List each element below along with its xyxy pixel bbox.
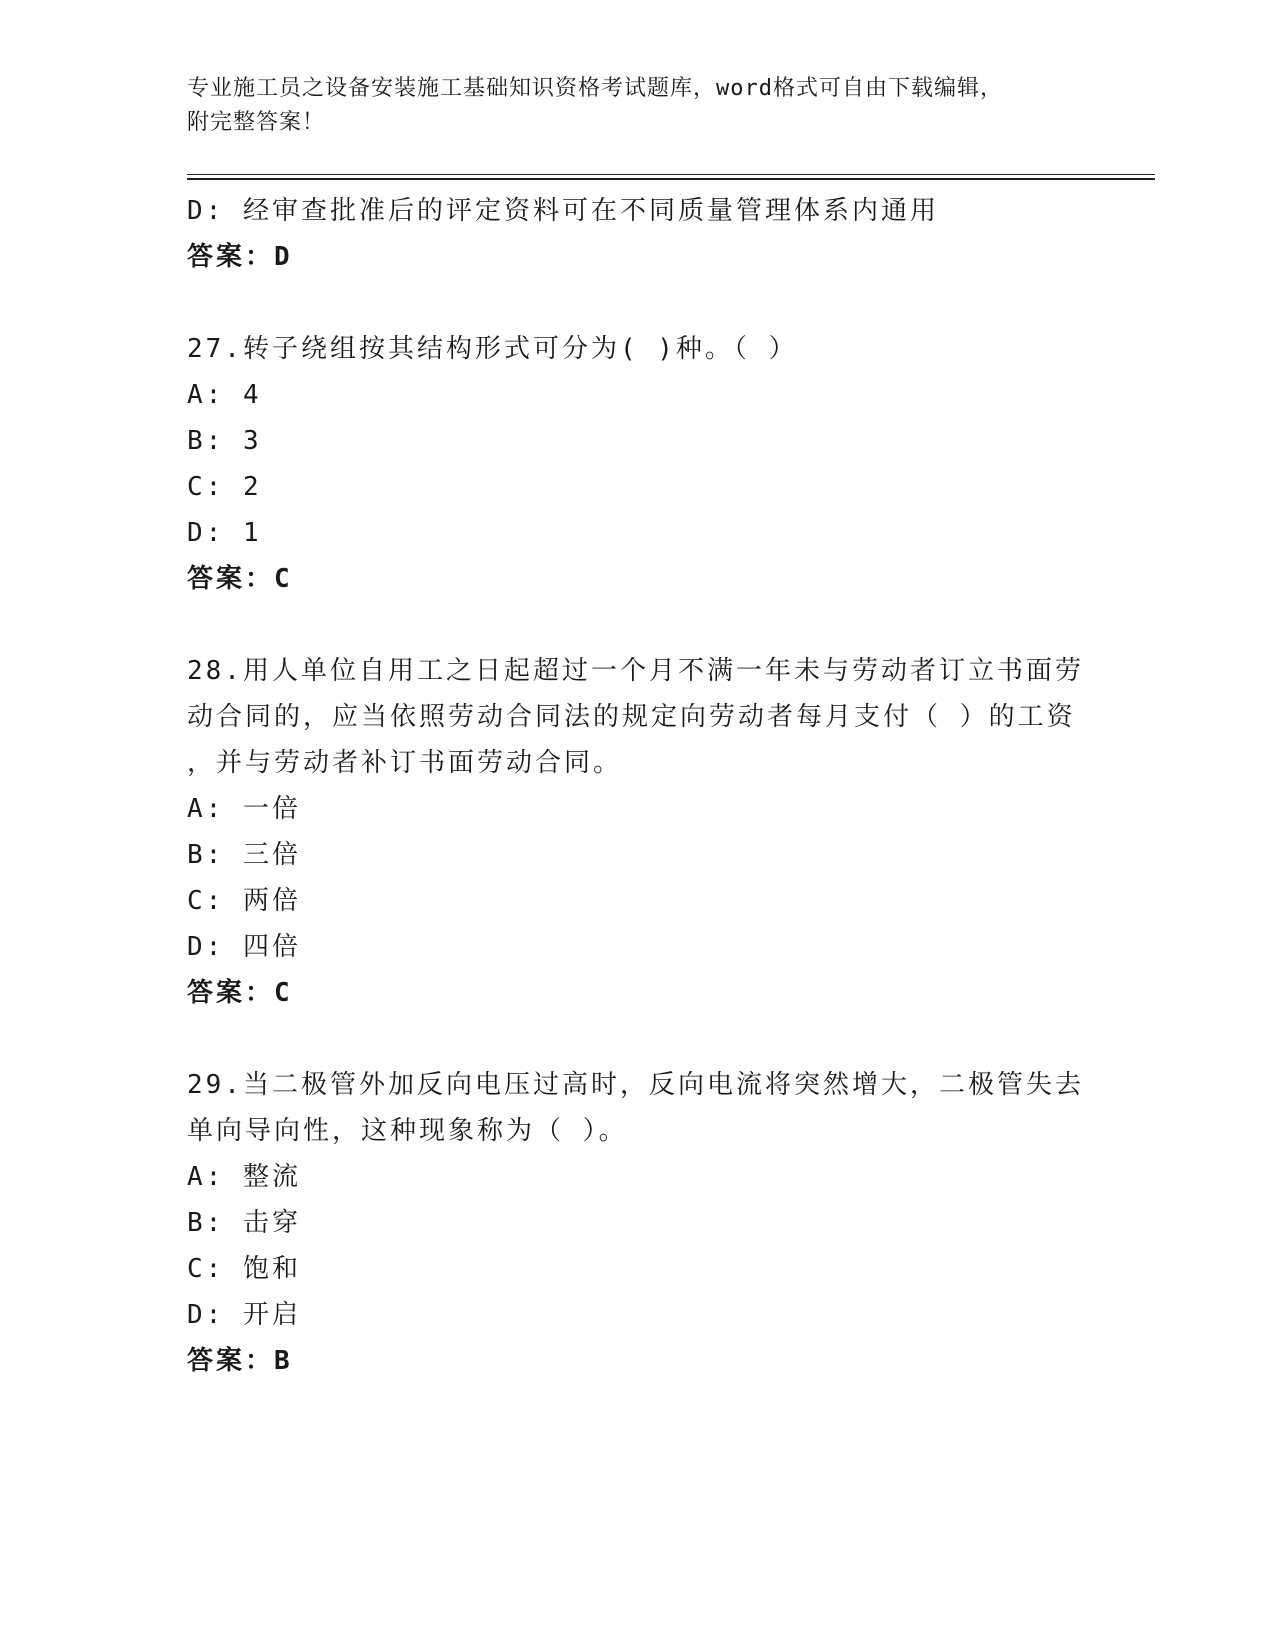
option-d: D: 开启 <box>187 1300 301 1330</box>
question-stem: 动合同的，应当依照劳动合同法的规定向劳动者每月支付（ ）的工资 <box>187 702 1076 732</box>
option-a: A: 整流 <box>187 1162 301 1192</box>
question-stem: 28.用人单位自用工之日起超过一个月不满一年未与劳动者订立书面劳 <box>187 656 1084 686</box>
answer: 答案：B <box>187 1346 293 1376</box>
header-line-1: 专业施工员之设备安装施工基础知识资格考试题库，word格式可自由下载编辑， <box>187 76 1003 101</box>
question-28 <box>187 648 1087 1016</box>
option-b: B: 3 <box>187 426 262 456</box>
carryover-answer: 答案：D <box>187 242 293 272</box>
question-stem: 单向导向性，这种现象称为（ ）。 <box>187 1116 628 1146</box>
spacer <box>187 1016 1087 1062</box>
question-27 <box>187 326 1087 602</box>
option-c: C: 两倍 <box>187 886 301 916</box>
document-header <box>187 72 1067 140</box>
question-stem: 29.当二极管外加反向电压过高时，反向电流将突然增大，二极管失去 <box>187 1070 1084 1100</box>
spacer <box>187 602 1087 648</box>
option-b: B: 三倍 <box>187 840 301 870</box>
question-stem: ，并与劳动者补订书面劳动合同。 <box>187 748 623 778</box>
answer: 答案：C <box>187 978 293 1008</box>
option-d: D: 1 <box>187 518 262 548</box>
spacer <box>187 280 1087 326</box>
header-line-2: 附完整答案！ <box>187 110 326 135</box>
carryover-option-d: D: 经审查批准后的评定资料可在不同质量管理体系内通用 <box>187 196 939 226</box>
question-list <box>187 188 1087 1384</box>
header-divider-thick <box>187 178 1155 180</box>
option-c: C: 饱和 <box>187 1254 301 1284</box>
option-d: D: 四倍 <box>187 932 301 962</box>
option-a: A: 4 <box>187 380 262 410</box>
answer: 答案：C <box>187 564 293 594</box>
option-b: B: 击穿 <box>187 1208 301 1238</box>
header-divider-thin <box>187 174 1155 175</box>
question-stem: 27.转子绕组按其结构形式可分为( )种。（ ） <box>187 334 798 364</box>
option-c: C: 2 <box>187 472 262 502</box>
question-29 <box>187 1062 1087 1384</box>
option-a: A: 一倍 <box>187 794 301 824</box>
